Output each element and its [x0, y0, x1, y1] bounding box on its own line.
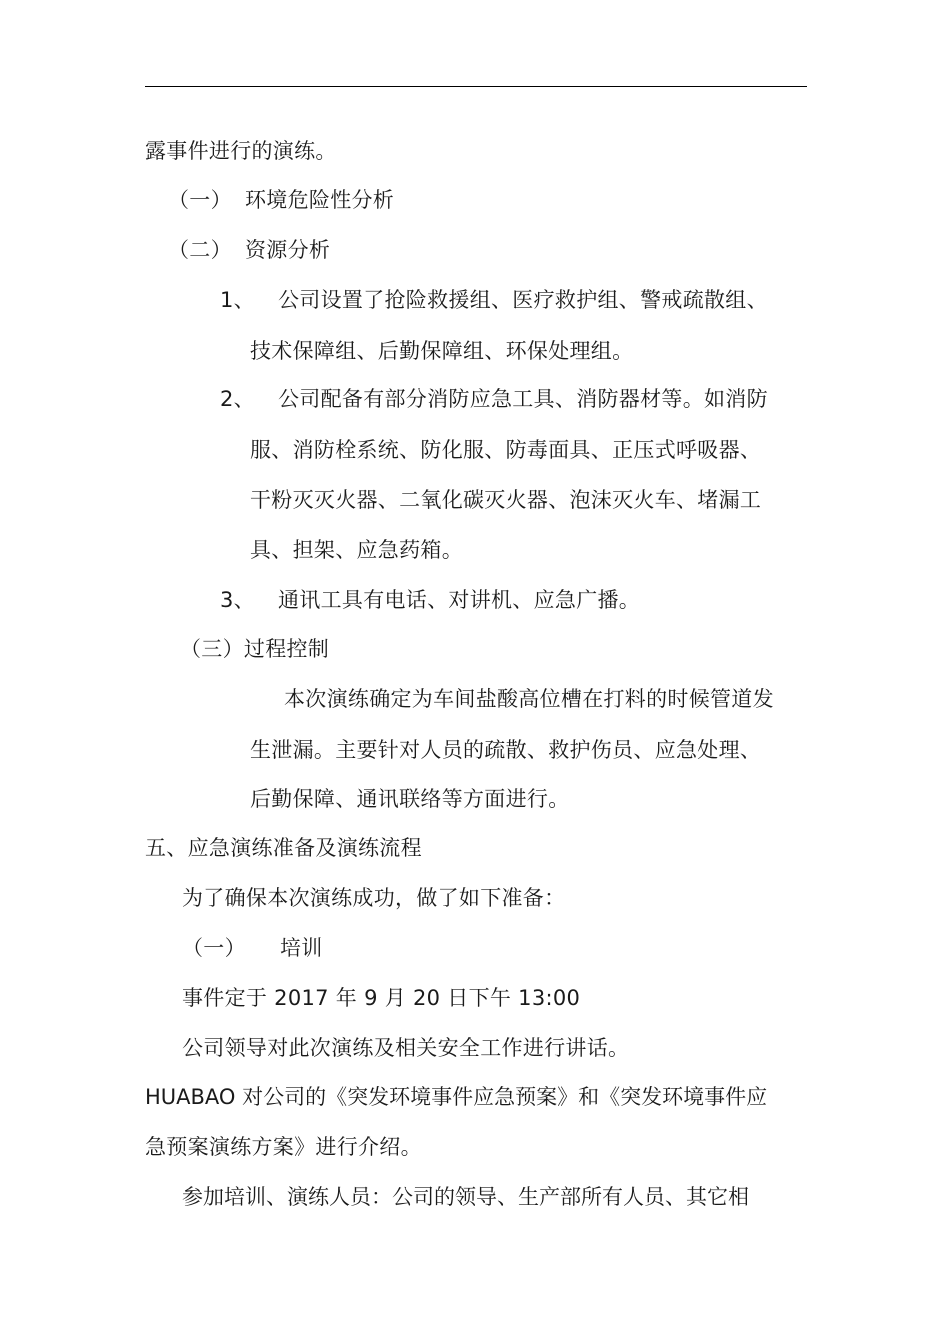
section-heading — [182, 934, 323, 962]
list-item — [220, 586, 640, 614]
list-text: 公司设置了抢险救援组、医疗救护组、警戒疏散组、 — [278, 288, 768, 312]
paragraph-line: HUABAO 对公司的《突发环境事件应急预案》和《突发环境事件应 — [145, 1085, 768, 1109]
section-heading — [168, 186, 394, 214]
paragraph-line: 公司领导对此次演练及相关安全工作进行讲话。 — [182, 1036, 630, 1060]
section-title: 培训 — [280, 936, 323, 960]
list-number: 1、 — [220, 288, 255, 312]
section-label: （二） — [168, 238, 232, 262]
paragraph-line: 后勤保障、通讯联络等方面进行。 — [250, 787, 570, 811]
paragraph-line: 急预案演练方案》进行介绍。 — [145, 1135, 422, 1159]
list-text-cont: 服、消防栓系统、防化服、防毒面具、正压式呼吸器、 — [250, 438, 762, 462]
section-heading — [168, 236, 330, 264]
section-title: 资源分析 — [245, 238, 331, 262]
header-rule — [145, 86, 807, 87]
paragraph-line: 本次演练确定为车间盐酸高位槽在打料的时候管道发 — [284, 687, 774, 711]
list-item — [220, 385, 768, 413]
paragraph-line: 生泄漏。主要针对人员的疏散、救护伤员、应急处理、 — [250, 738, 762, 762]
list-number: 3、 — [220, 588, 255, 612]
list-text-cont: 具、担架、应急药箱。 — [250, 538, 463, 562]
list-number: 2、 — [220, 387, 255, 411]
chapter-heading: 五、应急演练准备及演练流程 — [145, 836, 422, 860]
list-text-cont: 技术保障组、后勤保障组、环保处理组。 — [250, 339, 634, 363]
section-title: 环境危险性分析 — [245, 188, 395, 212]
paragraph-line: 为了确保本次演练成功，做了如下准备： — [182, 886, 566, 910]
list-text: 通讯工具有电话、对讲机、应急广播。 — [278, 588, 641, 612]
paragraph-line: 事件定于 2017 年 9 月 20 日下午 13:00 — [182, 986, 581, 1010]
paragraph-line: 露事件进行的演练。 — [145, 139, 337, 163]
list-text: 公司配备有部分消防应急工具、消防器材等。如消防 — [278, 387, 768, 411]
list-item — [220, 286, 768, 314]
list-text-cont: 干粉灭灭火器、二氧化碳灭火器、泡沫灭火车、堵漏工 — [250, 488, 762, 512]
paragraph-line: 参加培训、演练人员：公司的领导、生产部所有人员、其它相 — [182, 1185, 749, 1209]
section-heading: （三）过程控制 — [180, 637, 330, 661]
section-label: （一） — [182, 936, 246, 960]
section-label: （一） — [168, 188, 232, 212]
